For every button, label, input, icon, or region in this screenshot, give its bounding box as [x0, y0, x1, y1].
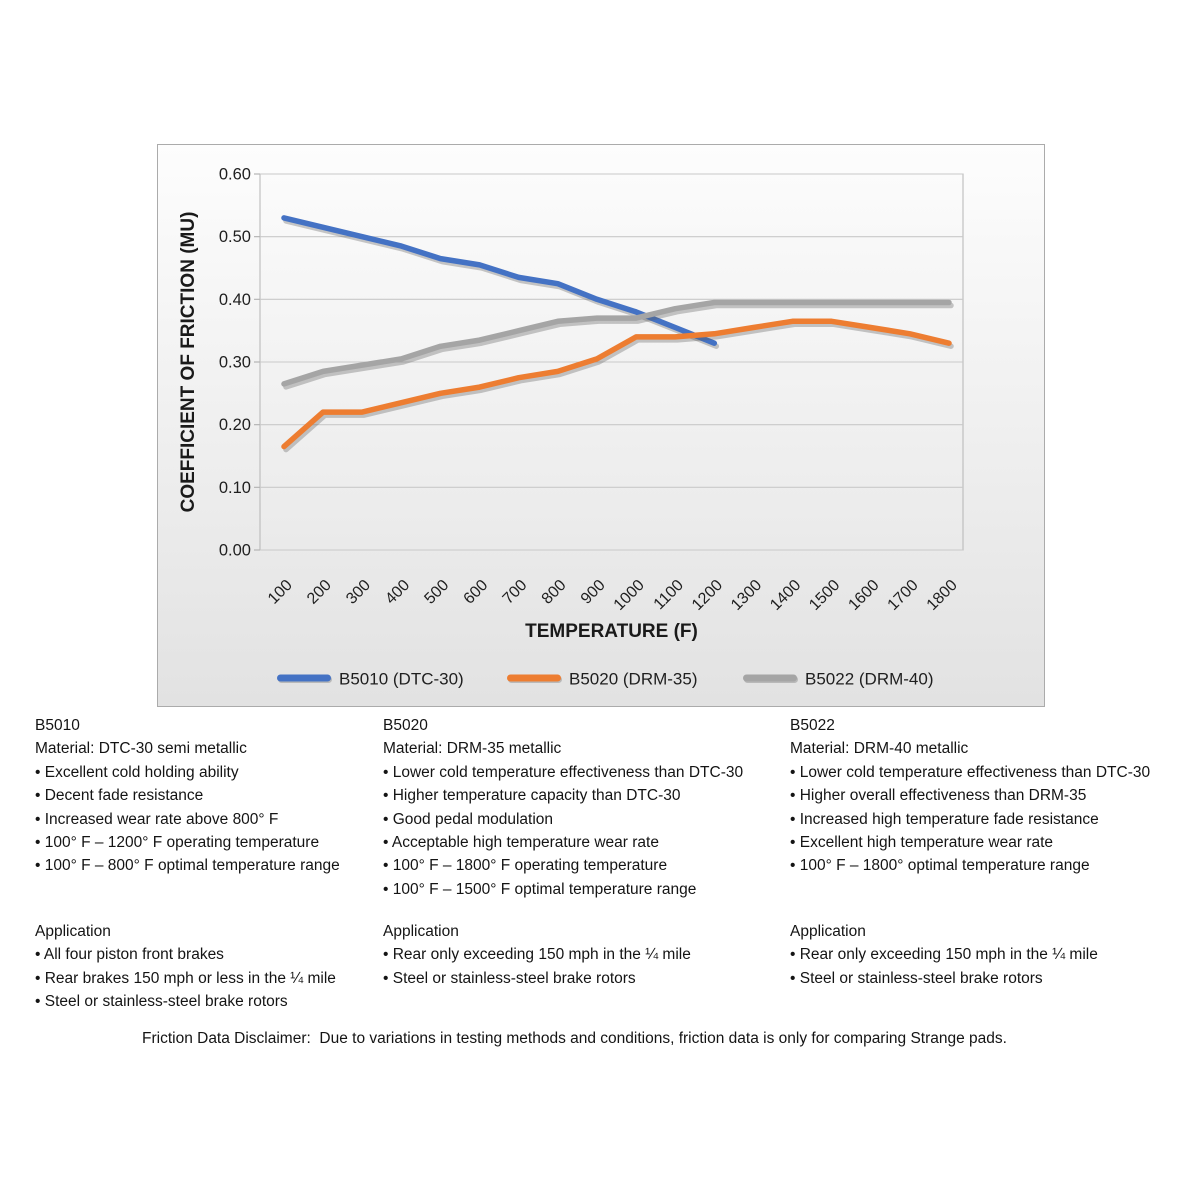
friction-chart-panel: [157, 144, 1045, 707]
pad-application-list: [35, 943, 336, 1013]
pad-application-list: [790, 943, 1098, 990]
svg-text:1100: 1100: [650, 576, 688, 614]
pad-id: B5022: [790, 717, 835, 734]
legend-swatch: [277, 675, 331, 682]
pad-feature-item: • Acceptable high temperature wear rate: [383, 834, 659, 852]
svg-text:200: 200: [304, 576, 335, 608]
pad-feature-item: • Lower cold temperature effectiveness than DTC-30: [790, 763, 1151, 781]
svg-text:900: 900: [577, 576, 609, 608]
svg-text:1300: 1300: [728, 576, 766, 614]
svg-text:1700: 1700: [884, 576, 922, 614]
pad-info-column: [790, 714, 1195, 1044]
legend-label: B5020 (DRM-35): [569, 669, 698, 689]
pad-feature-item: • 100° F – 1500° F optimal temperature range: [383, 880, 697, 898]
svg-text:0.50: 0.50: [218, 228, 251, 247]
legend-label: B5010 (DTC-30): [339, 669, 464, 689]
pad-application-item: • All four piston front brakes: [35, 946, 224, 964]
svg-text:800: 800: [538, 576, 570, 608]
pad-application-item: • Rear brakes 150 mph or less in the ¼ mile: [35, 969, 336, 987]
pad-feature-item: • 100° F – 1200° F operating temperature: [35, 834, 320, 852]
pad-application-item: • Rear only exceeding 150 mph in the ¼ mile: [383, 946, 691, 964]
pad-feature-item: • Excellent cold holding ability: [35, 763, 239, 781]
pad-application-item: • Steel or stainless-steel brake rotors: [383, 969, 636, 987]
pad-feature-item: • Higher overall effectiveness than DRM-35: [790, 787, 1087, 805]
x-axis-title: TEMPERATURE (F): [525, 621, 698, 642]
pad-feature-item: • Decent fade resistance: [35, 787, 204, 805]
pad-application-title: Application: [35, 923, 111, 940]
legend-label: B5022 (DRM-40): [805, 669, 934, 689]
friction-disclaimer: Friction Data Disclaimer: Due to variations in testing methods and conditions, friction data is only for comparing Strange pads.: [142, 1030, 1007, 1047]
svg-text:0.20: 0.20: [218, 416, 251, 435]
svg-text:1500: 1500: [806, 576, 844, 614]
svg-text:600: 600: [460, 576, 492, 608]
pad-id: B5020: [383, 717, 428, 734]
svg-text:1000: 1000: [610, 576, 648, 614]
svg-text:0.00: 0.00: [218, 541, 251, 560]
pad-feature-item: • Higher temperature capacity than DTC-30: [383, 787, 681, 805]
svg-text:700: 700: [499, 576, 531, 608]
pad-feature-item: • 100° F – 1800° optimal temperature range: [790, 857, 1090, 875]
svg-text:0.10: 0.10: [218, 478, 251, 497]
chart-legend: [277, 670, 934, 689]
pad-material: Material: DRM-35 metallic: [383, 740, 562, 758]
pad-feature-list: [383, 761, 788, 901]
pad-feature-item: • 100° F – 1800° F operating temperature: [383, 857, 668, 875]
pad-feature-item: • Excellent high temperature wear rate: [790, 834, 1054, 852]
pad-application-item: • Rear only exceeding 150 mph in the ¼ mile: [790, 946, 1098, 964]
svg-text:400: 400: [382, 576, 414, 608]
svg-text:0.60: 0.60: [218, 165, 251, 184]
pad-application-item: • Steel or stainless-steel brake rotors: [35, 993, 288, 1011]
svg-text:0.40: 0.40: [218, 290, 251, 309]
legend-swatch: [743, 675, 797, 682]
svg-text:1200: 1200: [688, 576, 727, 614]
svg-text:1600: 1600: [845, 576, 883, 614]
legend-swatch: [507, 675, 561, 682]
svg-text:300: 300: [343, 576, 375, 608]
pad-feature-list: [35, 761, 440, 878]
svg-text:1400: 1400: [767, 576, 805, 614]
pad-application-item: • Steel or stainless-steel brake rotors: [790, 969, 1043, 987]
svg-text:100: 100: [264, 576, 296, 608]
pad-feature-item: • Increased wear rate above 800° F: [35, 810, 279, 828]
svg-text:1800: 1800: [923, 576, 961, 614]
pad-application-section: [35, 920, 336, 1014]
friction-chart-canvas: [158, 145, 1044, 706]
pad-info-column: [35, 714, 440, 1044]
pad-info-column: [383, 714, 788, 1044]
pad-application-title: Application: [790, 923, 866, 940]
pad-application-title: Application: [383, 923, 459, 940]
pad-application-list: [383, 943, 691, 990]
y-axis-title: [178, 212, 199, 513]
svg-text:500: 500: [421, 576, 453, 608]
pad-feature-item: • Lower cold temperature effectiveness than DTC-30: [383, 763, 744, 781]
pad-feature-item: • 100° F – 800° F optimal temperature range: [35, 857, 340, 875]
svg-text:COEFFICIENT OF FRICTION (MU): COEFFICIENT OF FRICTION (MU): [178, 211, 199, 513]
pad-material: Material: DRM-40 metallic: [790, 740, 969, 758]
pad-application-section: [790, 920, 1098, 990]
pad-feature-item: • Increased high temperature fade resistance: [790, 810, 1099, 828]
pad-id: B5010: [35, 717, 80, 734]
pad-feature-list: [790, 761, 1195, 878]
svg-text:0.30: 0.30: [218, 353, 251, 372]
pad-material: Material: DTC-30 semi metallic: [35, 740, 247, 758]
pad-feature-item: • Good pedal modulation: [383, 810, 554, 828]
pad-application-section: [383, 920, 691, 990]
